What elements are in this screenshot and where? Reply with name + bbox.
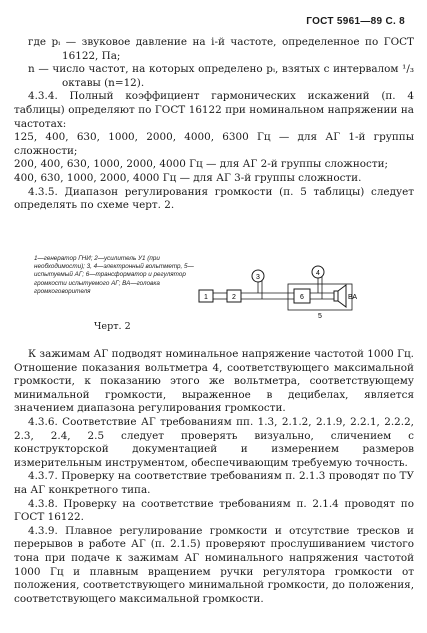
para-4-3-9: 4.3.9. Плавное регулирование громкости и отсутствие тресков и перерывов в работе АГ (п. 2.1.5) проверяют прослушиванием чистого тона при подаче к зажимам АГ номинального напряжения частотой 1000 Гц и плавным вращением ручки регулятора громкости от положения, соответствующего минимальной громкости, до положения, соответствующего максимальной громкости. — [14, 524, 414, 605]
figure-caption: Черт. 2 — [94, 321, 131, 332]
para-4-3-4: 4.3.4. Полный коэффициент гармонических искажений (п. 4 таблицы) определяют по ГОСТ 16122 при номинальном напряжении на частотах: — [14, 90, 414, 130]
generator-label: 1 — [204, 294, 208, 301]
page-header: ГОСТ 5961—89 С. 8 — [306, 16, 405, 27]
freq-group-3: 400, 630, 1000, 2000, 4000 Гц — для АГ 3-й группы сложности. — [14, 171, 362, 184]
para-4-3-7: 4.3.7. Проверку на соответствие требованиям п. 2.1.3 проводят по ТУ на АГ конкретного типа. — [14, 470, 414, 496]
formula-def-p: где pᵢ — звуковое давление на i-й частоте, определенное по ГОСТ 16122, Па; — [28, 36, 414, 62]
amplifier-label: 2 — [232, 294, 236, 301]
text-block-top — [14, 36, 414, 213]
speaker-icon — [334, 291, 338, 301]
freq-group-2: 200, 400, 630, 1000, 2000, 4000 Гц — для АГ 2-й группы сложности; — [14, 158, 389, 171]
freq-group-1: 125, 400, 630, 1000, 2000, 4000, 6300 Гц — для АГ 1-й группы сложности; — [14, 131, 414, 157]
tested-device-label: 5 — [318, 313, 322, 320]
transformer-label: 6 — [300, 294, 304, 301]
figure-legend: 1—генератор ГНИ; 2—усилитель У1 (при необходимости); 3, 4—электронный вольтметр, 5—испытуемый АГ; 6—трансформатор и регулятор громкости испытуемого АГ; ВА—головка громкоговорителя — [34, 255, 194, 295]
para-4-3-5: 4.3.5. Диапазон регулирования громкости (п. 5 таблицы) следует определять по схеме черт. 2. — [14, 185, 414, 212]
para-after-figure: К зажимам АГ подводят номинальное напряжение частотой 1000 Гц. Отношение показания вольтметра 4, соответствующего максимальной громкости, к показанию этого же вольтметра, соответствующему минимальной громкости, выраженное в децибелах, является значением диапазона регулирования громкости. — [14, 348, 414, 415]
formula-def-n: n — число частот, на которых определено pᵢ, взятых с интервалом ¹/₃ октавы (n=12). — [28, 63, 414, 89]
para-4-3-6: 4.3.6. Соответствие АГ требованиям пп. 1.3, 2.1.2, 2.1.9, 2.2.1, 2.2.2, 2.3, 2.4, 2.5 следует проверять визуально, сличением с конструкторской документацией и измерением размеров измерительным инструментом, обеспечивающим требуемую точность. — [14, 415, 414, 469]
voltmeter-4-label: 4 — [316, 270, 320, 277]
para-4-3-8: 4.3.8. Проверку на соответствие требованиям п. 2.1.4 проводят по ГОСТ 16122. — [14, 497, 414, 524]
circuit-diagram — [196, 262, 366, 330]
voltmeter-3-label: 3 — [256, 274, 260, 281]
text-block-bottom — [14, 348, 414, 606]
speaker-label: ВА — [348, 294, 358, 301]
